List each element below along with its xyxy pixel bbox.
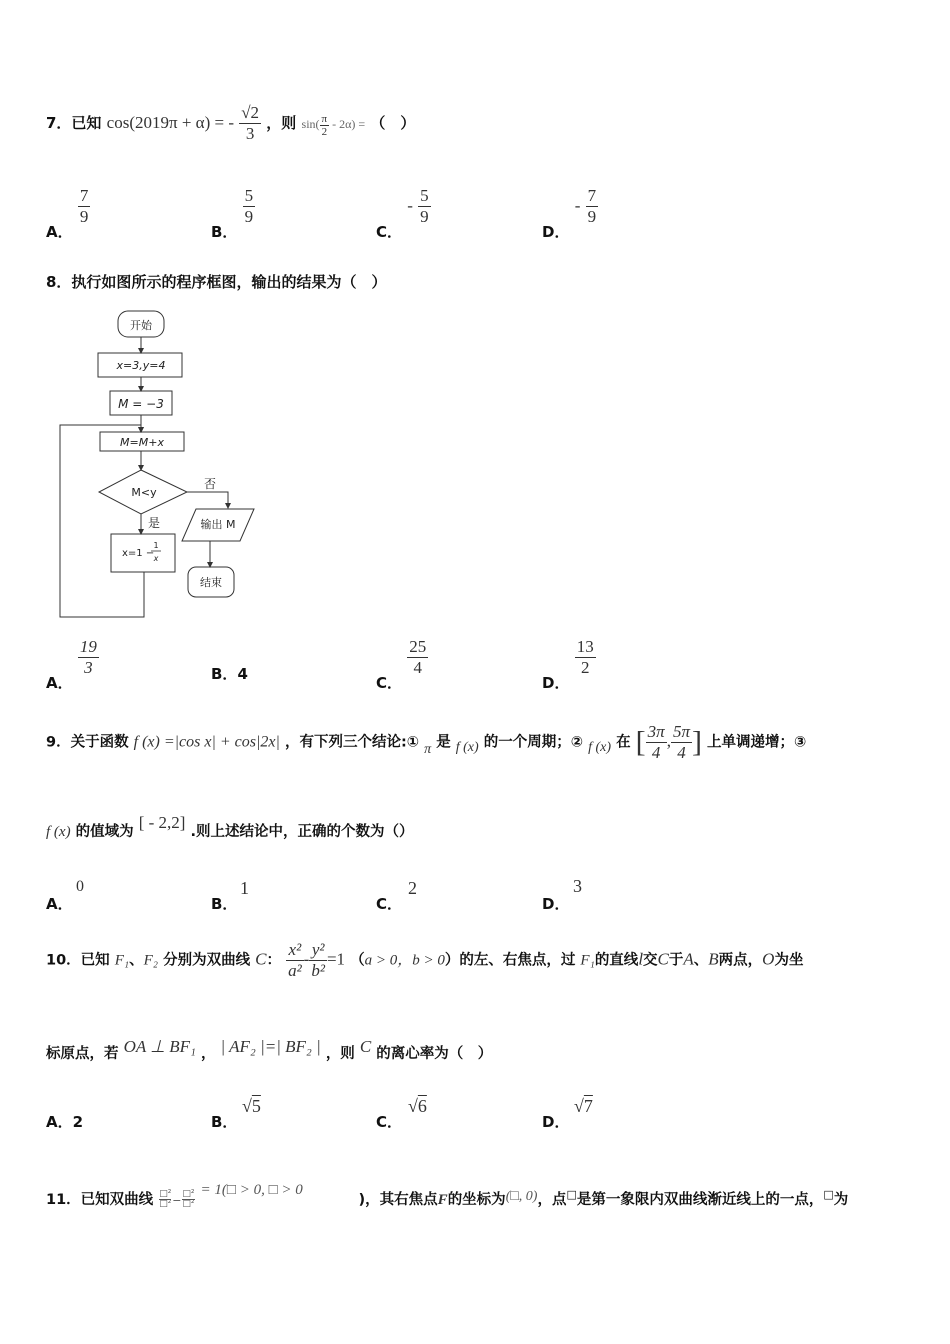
q9-option-c-value: 2 — [408, 878, 417, 898]
q7-blank: （ ） — [370, 114, 416, 132]
q9-option-c[interactable]: C． — [376, 895, 403, 913]
q7-number: 7．已知 — [46, 114, 102, 132]
q10-option-c[interactable]: C． — [376, 1113, 403, 1131]
flow-update-x-num: 1 — [153, 541, 159, 550]
q9-option-a-value: 0 — [76, 878, 84, 895]
q9-option-d-value: 3 — [573, 876, 582, 896]
q7-option-b[interactable]: B． $\frac{5}{9}$ — [211, 186, 254, 241]
q10-option-b-value: √5 — [242, 1096, 261, 1116]
question-7 — [46, 103, 415, 144]
q7-option-d[interactable]: D． - $\frac{7}{9}$ — [542, 186, 597, 241]
q11-hyperbola-fractions: □² □² — [159, 1189, 172, 1209]
q9-option-a[interactable]: A． — [46, 895, 73, 913]
question-9-line-1: 9．关于函数 f (x) =|cos x| + cos|2x| ，有下列三个结论:① π 是 f (x) 的一个周期；② f (x) 在 [ $\frac{3\pi}{4}$ , $\frac{5\pi}{4}$ ] 上单调递增；③ — [46, 722, 807, 762]
flow-init-label: x=3,y=4 — [116, 359, 166, 372]
question-9-line-2: f (x) 的值域为 [ - 2,2] .则上述结论中，正确的个数为（） — [46, 813, 414, 840]
flowchart — [50, 305, 270, 625]
q7-fraction: $\frac{√2}{3}$ — [241, 103, 260, 143]
q10-option-c-value: √6 — [408, 1096, 427, 1116]
question-8: 8．执行如图所示的程序框图，输出的结果为（ ） — [46, 273, 387, 291]
q7-option-c[interactable]: C． - $\frac{5}{9}$ — [376, 186, 429, 241]
q9-option-b[interactable]: B． — [211, 895, 238, 913]
flow-cond-label: M<y — [131, 486, 157, 499]
q10-option-a[interactable]: A．2 — [46, 1113, 84, 1131]
flow-m-update-label: M=M+x — [120, 436, 164, 449]
q8-option-b[interactable]: B．4 — [211, 665, 248, 683]
q7-then: ，则 — [266, 114, 297, 132]
question-11: 11．已知双曲线 □² □²−□² □² = 1(□ > 0, □ > 0)，其右焦点F的坐标为(□, 0)，点□是第一象限内双曲线渐近线上的一点，□为 — [46, 1182, 849, 1209]
question-10-line-2: 标原点，若 OA ⊥ BF₁ ， | AF₂ |=| BF₂ | ，则 C 的离心率为（ ） — [46, 1037, 493, 1062]
q8-option-c[interactable]: C． $\frac{25}{4}$ — [376, 637, 427, 692]
q9-option-d[interactable]: D． — [542, 895, 570, 913]
flow-output-label: 输出 M — [200, 518, 236, 531]
q10-option-d-value: √7 — [574, 1096, 593, 1116]
flow-start-label: 开始 — [130, 319, 152, 332]
q8-option-a[interactable]: A． $\frac{19}{3}$ — [46, 637, 97, 692]
question-10-line-1: 10．已知 F₁、F₂ 分别为双曲线 C： $\frac{\text{x²}}{\text{a²}}$ - $\frac{\text{y²}}{\text{b²}}$ =1 （a > 0，b > 0）的左、右焦点，过 F₁的直线l交C于A、B两点，O为坐 — [46, 940, 804, 980]
flow-yes-label: 是 — [148, 516, 161, 530]
flow-update-x-den: x — [153, 554, 159, 563]
flow-end-label: 结束 — [200, 576, 222, 589]
flow-update-x-label: x=1 − — [122, 548, 155, 559]
q7-sin-expression: sin( $\frac{\pi}{2}$ - 2α) = — [301, 112, 366, 138]
q8-option-d[interactable]: D． $\frac{13}{2}$ — [542, 637, 594, 692]
q9-option-b-value: 1 — [240, 878, 249, 898]
q7-cos-expression: cos(2019π + α) = - — [106, 113, 234, 132]
q10-option-b[interactable]: B． — [211, 1113, 238, 1131]
flow-no-label: 否 — [204, 477, 217, 491]
flow-m-init-label: M = −3 — [118, 397, 164, 411]
q10-option-d[interactable]: D． — [542, 1113, 570, 1131]
q7-option-a[interactable]: A． $\frac{7}{9}$ — [46, 186, 89, 241]
